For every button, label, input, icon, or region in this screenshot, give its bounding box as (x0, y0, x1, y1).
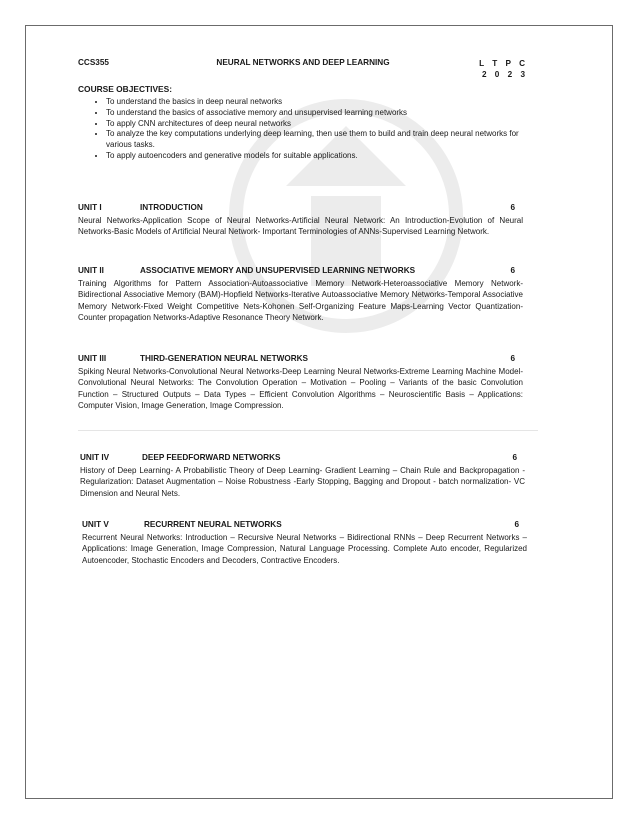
course-code: CCS355 (78, 58, 109, 67)
unit-title: THIRD-GENERATION NEURAL NETWORKS (140, 354, 308, 363)
unit-title: DEEP FEEDFORWARD NETWORKS (142, 453, 281, 462)
unit-hours: 6 (510, 203, 515, 212)
unit-3 (78, 354, 523, 412)
unit-hours: 6 (512, 453, 517, 462)
objectives-list (78, 97, 523, 162)
unit-2 (78, 266, 523, 324)
unit-5 (82, 520, 527, 566)
ltpc-values: 2 0 2 3 (481, 70, 528, 79)
objective-item: • To understand the basics in deep neural networks (106, 97, 523, 108)
unit-number: UNIT IV (80, 453, 110, 462)
objectives-heading: COURSE OBJECTIVES: (78, 84, 173, 94)
unit-content: Training Algorithms for Pattern Association-Autoassociative Memory Network-Heteroassociative Memory Network-Bidirectional Associative Memory (BAM)-Hopfield Networks-Iterative Autoassociative Memory Networks-Temporal Associative Memory Network-Fixed Weight Competitive Nets-Kohonen Self-Organizing Feature Maps-Learning Vector Quantization-Counter propagation Networks-Adaptive Resonance Theory Network. (78, 279, 523, 323)
unit-content: History of Deep Learning- A Probabilistic Theory of Deep Learning- Gradient Learning – Chain Rule and Backpropagation - Regularization: Dataset Augmentation – Noise Robustness -Early Stopping, Bagging and Dropout - batch normalization- VC Dimension and Neural Nets. (80, 466, 525, 498)
objective-item: • To analyze the key computations underlying deep learning, then use them to build and train deep neural networks for various tasks. (106, 129, 523, 151)
unit-heading (78, 266, 523, 277)
course-title: NEURAL NETWORKS AND DEEP LEARNING (216, 58, 390, 67)
unit-heading (78, 203, 523, 214)
ltpc-header: L T P C (479, 59, 528, 68)
unit-number: UNIT V (82, 520, 109, 529)
unit-heading (82, 520, 527, 531)
unit-content: Spiking Neural Networks-Convolutional Neural Networks-Deep Learning Neural Networks-Extreme Learning Machine Model-Convolutional Neural Networks: The Convolution Operation – Motivation – Pooling – Variants of the basic Convolution Function – Structured Outputs – Data Types – Efficient Convolution Algorithms – Neuroscientific Basis – Applications: Computer Vision, Image Generation, Image Compression. (78, 367, 523, 411)
unit-number: UNIT I (78, 203, 102, 212)
objective-item: • To understand the basics of associative memory and unsupervised learning networks (106, 108, 523, 119)
objective-item: • To apply CNN architectures of deep neural networks (106, 119, 523, 130)
unit-heading (78, 354, 523, 365)
course-objectives (78, 84, 523, 162)
unit-hours: 6 (514, 520, 519, 529)
section-divider (78, 430, 538, 431)
ltpc-block (479, 58, 528, 80)
unit-title: RECURRENT NEURAL NETWORKS (144, 520, 282, 529)
unit-hours: 6 (510, 266, 515, 275)
unit-content: Neural Networks-Application Scope of Neural Networks-Artificial Neural Network: An Introduction-Evolution of Neural Networks-Basic Models of Artificial Neural Network- Important Terminologies of ANNs-Supervised Learning Network. (78, 216, 523, 237)
objective-item: • To apply autoencoders and generative models for suitable applications. (106, 151, 523, 162)
unit-content: Recurrent Neural Networks: Introduction – Recursive Neural Networks – Bidirectional RNNs – Deep Recurrent Networks – Applications: Image Generation, Image Compression, Natural Language Processing. Complete Auto encoder, Regularized Autoencoder, Stochastic Encoders and Decoders, Contractive Encoders. (82, 533, 527, 565)
unit-heading (80, 453, 525, 464)
unit-4 (80, 453, 525, 499)
unit-hours: 6 (510, 354, 515, 363)
unit-number: UNIT II (78, 266, 104, 275)
unit-number: UNIT III (78, 354, 107, 363)
unit-1 (78, 203, 523, 238)
unit-title: ASSOCIATIVE MEMORY AND UNSUPERVISED LEARNING NETWORKS (140, 266, 416, 275)
unit-title: INTRODUCTION (140, 203, 203, 212)
